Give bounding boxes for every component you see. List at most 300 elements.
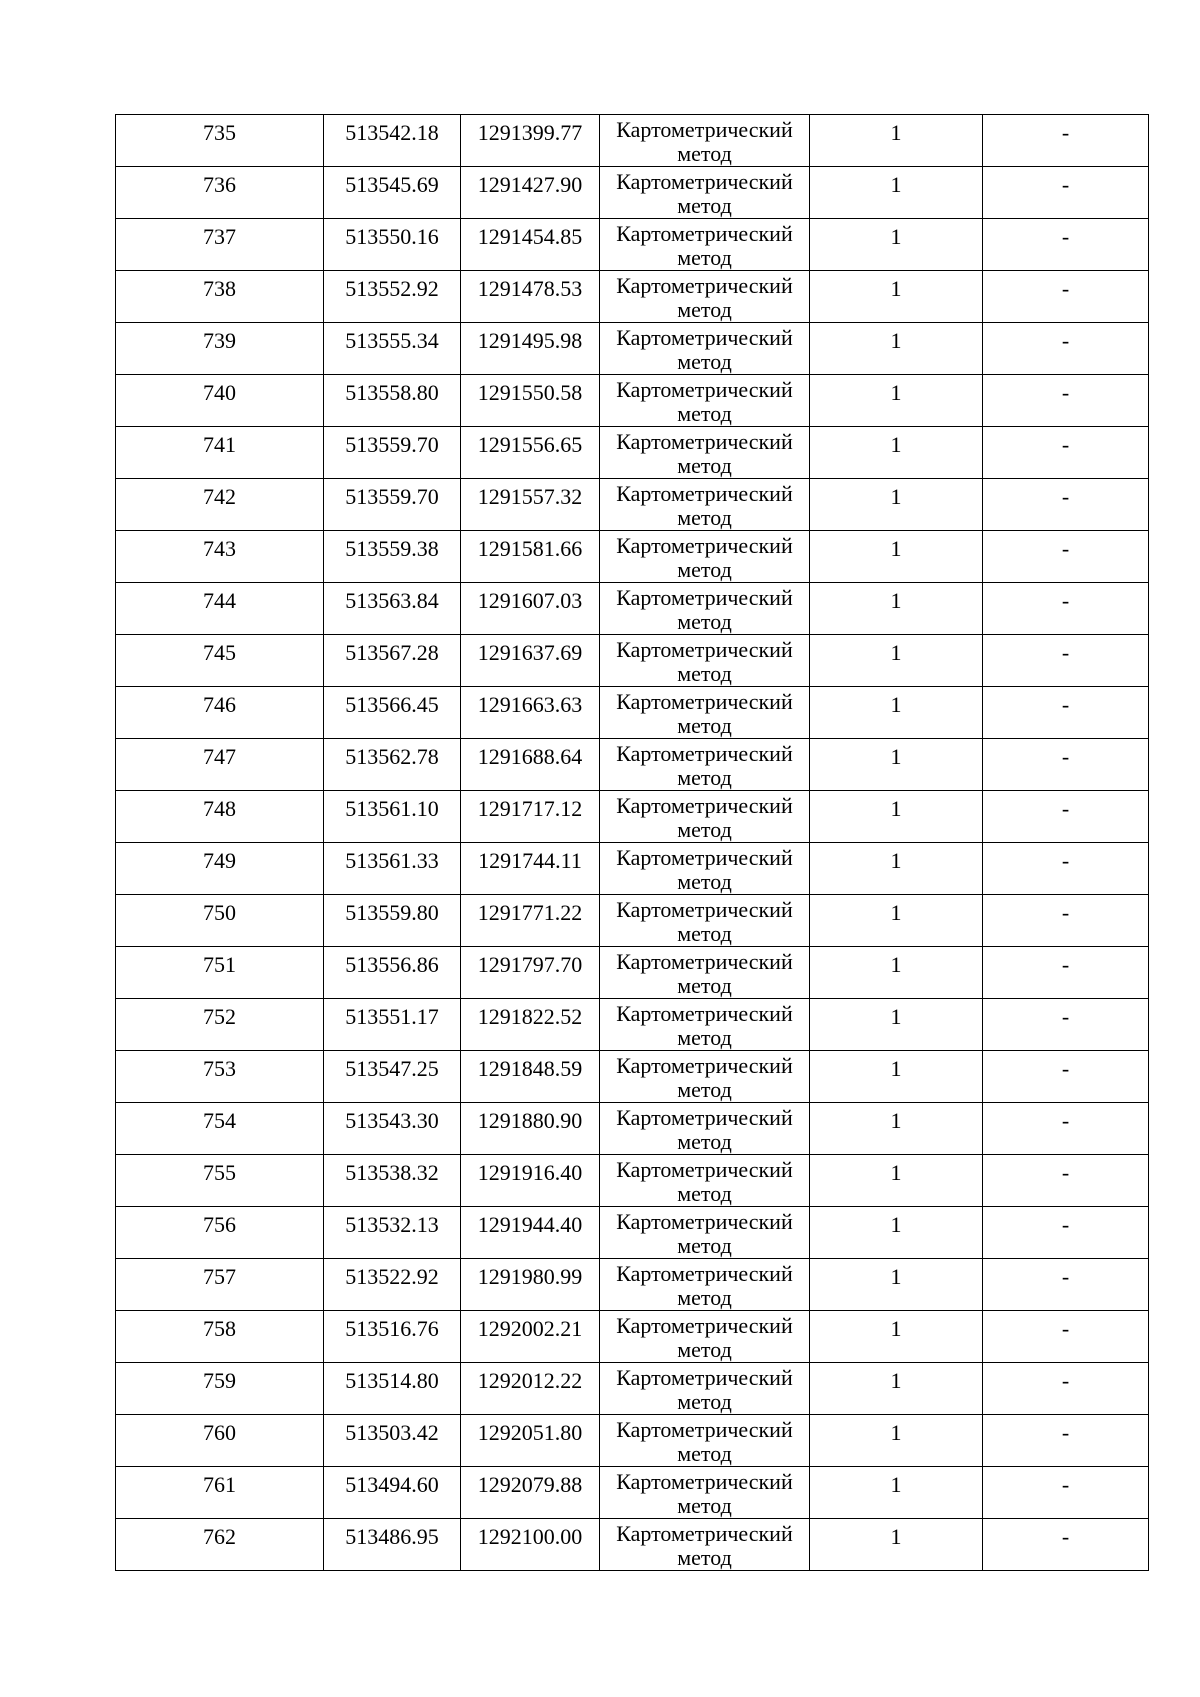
method-cell: [600, 687, 810, 739]
point-number-cell: [116, 687, 324, 739]
method-line-2: метод: [677, 193, 732, 218]
description-cell: [983, 635, 1149, 687]
point-number-cell: [116, 271, 324, 323]
description-text: -: [1061, 1472, 1070, 1497]
description-cell: [983, 1103, 1149, 1155]
accuracy-text: 1: [890, 1160, 902, 1185]
method-line-2: метод: [677, 1233, 732, 1258]
method-line-1: Картометрический: [616, 845, 793, 870]
y-coordinate-cell: [461, 895, 600, 947]
y-coordinate-text: 1291637.69: [477, 640, 583, 665]
y-coordinate-cell: [461, 1103, 600, 1155]
y-coordinate-cell: [461, 167, 600, 219]
y-coordinate-cell: [461, 1467, 600, 1519]
description-cell: [983, 479, 1149, 531]
y-coordinate-cell: [461, 1415, 600, 1467]
method-line-1: Картометрический: [616, 273, 793, 298]
table-row: [116, 1051, 1149, 1103]
method-line-1: Картометрический: [616, 1261, 793, 1286]
method-line-2: метод: [677, 713, 732, 738]
x-coordinate-text: 513494.60: [345, 1472, 439, 1497]
accuracy-cell: [810, 1467, 983, 1519]
method-line-2: метод: [677, 1337, 732, 1362]
description-cell: [983, 115, 1149, 167]
accuracy-cell: [810, 635, 983, 687]
accuracy-cell: [810, 1259, 983, 1311]
x-coordinate-cell: [324, 687, 461, 739]
method-line-1: Картометрический: [616, 1157, 793, 1182]
method-text: [600, 999, 809, 1050]
method-cell: [600, 791, 810, 843]
point-number-text: 748: [203, 796, 236, 821]
point-number-text: 760: [203, 1420, 236, 1445]
method-text: [600, 115, 809, 166]
table-row: [116, 531, 1149, 583]
accuracy-text: 1: [890, 692, 902, 717]
method-line-1: Картометрический: [616, 793, 793, 818]
description-cell: [983, 427, 1149, 479]
accuracy-text: 1: [890, 1004, 902, 1029]
point-number-cell: [116, 115, 324, 167]
description-text: -: [1061, 120, 1070, 145]
y-coordinate-text: 1291880.90: [477, 1108, 583, 1133]
y-coordinate-cell: [461, 219, 600, 271]
y-coordinate-cell: [461, 271, 600, 323]
table-row: [116, 479, 1149, 531]
description-cell: [983, 1311, 1149, 1363]
description-text: -: [1061, 276, 1070, 301]
description-cell: [983, 271, 1149, 323]
x-coordinate-text: 513542.18: [345, 120, 439, 145]
accuracy-cell: [810, 999, 983, 1051]
table-row: [116, 427, 1149, 479]
accuracy-cell: [810, 323, 983, 375]
y-coordinate-cell: [461, 1519, 600, 1571]
point-number-text: 751: [203, 952, 236, 977]
method-line-2: метод: [677, 453, 732, 478]
x-coordinate-text: 513558.80: [345, 380, 439, 405]
accuracy-cell: [810, 843, 983, 895]
accuracy-cell: [810, 427, 983, 479]
method-line-1: Картометрический: [616, 1053, 793, 1078]
method-line-1: Картометрический: [616, 429, 793, 454]
accuracy-cell: [810, 895, 983, 947]
x-coordinate-text: 513486.95: [345, 1524, 439, 1549]
x-coordinate-cell: [324, 1051, 461, 1103]
method-text: [600, 687, 809, 738]
method-line-2: метод: [677, 869, 732, 894]
method-line-2: метод: [677, 765, 732, 790]
description-text: -: [1061, 1316, 1070, 1341]
method-text: [600, 1259, 809, 1310]
description-text: -: [1061, 172, 1070, 197]
table-row: [116, 1155, 1149, 1207]
y-coordinate-text: 1291454.85: [477, 224, 583, 249]
description-cell: [983, 1207, 1149, 1259]
point-number-text: 762: [203, 1524, 236, 1549]
method-line-1: Картометрический: [616, 1105, 793, 1130]
method-cell: [600, 1363, 810, 1415]
y-coordinate-cell: [461, 583, 600, 635]
method-line-2: метод: [677, 401, 732, 426]
x-coordinate-text: 513522.92: [345, 1264, 439, 1289]
x-coordinate-text: 513567.28: [345, 640, 439, 665]
point-number-text: 761: [203, 1472, 236, 1497]
y-coordinate-text: 1292012.22: [477, 1368, 583, 1393]
accuracy-cell: [810, 479, 983, 531]
table-row: [116, 947, 1149, 999]
accuracy-text: 1: [890, 172, 902, 197]
point-number-text: 754: [203, 1108, 236, 1133]
description-text: -: [1061, 744, 1070, 769]
method-cell: [600, 947, 810, 999]
table-row: [116, 115, 1149, 167]
x-coordinate-text: 513556.86: [345, 952, 439, 977]
point-number-cell: [116, 999, 324, 1051]
accuracy-cell: [810, 687, 983, 739]
y-coordinate-text: 1291550.58: [477, 380, 583, 405]
y-coordinate-cell: [461, 323, 600, 375]
method-line-1: Картометрический: [616, 221, 793, 246]
method-line-1: Картометрический: [616, 637, 793, 662]
y-coordinate-cell: [461, 999, 600, 1051]
point-number-text: 743: [203, 536, 236, 561]
x-coordinate-cell: [324, 1363, 461, 1415]
x-coordinate-cell: [324, 1467, 461, 1519]
description-text: -: [1061, 536, 1070, 561]
accuracy-text: 1: [890, 380, 902, 405]
table-row: [116, 375, 1149, 427]
method-line-1: Картометрический: [616, 897, 793, 922]
method-text: [600, 895, 809, 946]
y-coordinate-cell: [461, 635, 600, 687]
point-number-text: 738: [203, 276, 236, 301]
point-number-text: 753: [203, 1056, 236, 1081]
x-coordinate-cell: [324, 843, 461, 895]
method-text: [600, 427, 809, 478]
method-line-1: Картометрический: [616, 117, 793, 142]
accuracy-cell: [810, 1311, 983, 1363]
point-number-cell: [116, 375, 324, 427]
table-row: [116, 791, 1149, 843]
point-number-text: 737: [203, 224, 236, 249]
table-row: [116, 1207, 1149, 1259]
x-coordinate-cell: [324, 167, 461, 219]
description-text: -: [1061, 1160, 1070, 1185]
method-line-1: Картометрический: [616, 1469, 793, 1494]
description-text: -: [1061, 432, 1070, 457]
accuracy-cell: [810, 167, 983, 219]
x-coordinate-cell: [324, 1519, 461, 1571]
y-coordinate-text: 1292079.88: [477, 1472, 583, 1497]
x-coordinate-cell: [324, 1155, 461, 1207]
table-row: [116, 271, 1149, 323]
description-text: -: [1061, 1056, 1070, 1081]
point-number-cell: [116, 1467, 324, 1519]
method-cell: [600, 1051, 810, 1103]
description-text: -: [1061, 1524, 1070, 1549]
method-cell: [600, 1519, 810, 1571]
table-row: [116, 1415, 1149, 1467]
table-row: [116, 1519, 1149, 1571]
y-coordinate-cell: [461, 1155, 600, 1207]
x-coordinate-text: 513559.70: [345, 432, 439, 457]
description-cell: [983, 375, 1149, 427]
accuracy-cell: [810, 271, 983, 323]
accuracy-cell: [810, 791, 983, 843]
point-number-cell: [116, 791, 324, 843]
point-number-cell: [116, 583, 324, 635]
accuracy-text: 1: [890, 588, 902, 613]
method-text: [600, 1155, 809, 1206]
method-line-2: метод: [677, 1025, 732, 1050]
point-number-cell: [116, 895, 324, 947]
y-coordinate-text: 1292051.80: [477, 1420, 583, 1445]
point-number-text: 739: [203, 328, 236, 353]
y-coordinate-text: 1291478.53: [477, 276, 583, 301]
x-coordinate-cell: [324, 739, 461, 791]
x-coordinate-cell: [324, 999, 461, 1051]
x-coordinate-cell: [324, 271, 461, 323]
description-cell: [983, 1519, 1149, 1571]
method-cell: [600, 219, 810, 271]
method-line-2: метод: [677, 1285, 732, 1310]
table-row: [116, 999, 1149, 1051]
point-number-cell: [116, 635, 324, 687]
point-number-cell: [116, 1155, 324, 1207]
method-line-1: Картометрический: [616, 169, 793, 194]
x-coordinate-cell: [324, 583, 461, 635]
accuracy-text: 1: [890, 120, 902, 145]
y-coordinate-text: 1291822.52: [477, 1004, 583, 1029]
method-text: [600, 791, 809, 842]
y-coordinate-text: 1291495.98: [477, 328, 583, 353]
description-cell: [983, 1155, 1149, 1207]
point-number-text: 742: [203, 484, 236, 509]
point-number-cell: [116, 219, 324, 271]
accuracy-cell: [810, 947, 983, 999]
point-number-cell: [116, 479, 324, 531]
y-coordinate-cell: [461, 687, 600, 739]
method-line-1: Картометрический: [616, 689, 793, 714]
method-text: [600, 635, 809, 686]
accuracy-cell: [810, 1103, 983, 1155]
description-cell: [983, 219, 1149, 271]
x-coordinate-text: 513559.80: [345, 900, 439, 925]
accuracy-cell: [810, 1415, 983, 1467]
description-cell: [983, 1363, 1149, 1415]
point-number-text: 749: [203, 848, 236, 873]
y-coordinate-text: 1291944.40: [477, 1212, 583, 1237]
method-text: [600, 1051, 809, 1102]
description-cell: [983, 739, 1149, 791]
accuracy-cell: [810, 1363, 983, 1415]
table-row: [116, 1103, 1149, 1155]
x-coordinate-cell: [324, 479, 461, 531]
method-text: [600, 739, 809, 790]
method-line-2: метод: [677, 1441, 732, 1466]
accuracy-text: 1: [890, 224, 902, 249]
accuracy-cell: [810, 1519, 983, 1571]
x-coordinate-text: 513551.17: [345, 1004, 439, 1029]
accuracy-text: 1: [890, 1212, 902, 1237]
point-number-cell: [116, 843, 324, 895]
point-number-text: 735: [203, 120, 236, 145]
description-text: -: [1061, 1264, 1070, 1289]
method-text: [600, 1519, 809, 1570]
accuracy-cell: [810, 115, 983, 167]
y-coordinate-text: 1292002.21: [477, 1316, 583, 1341]
x-coordinate-text: 513516.76: [345, 1316, 439, 1341]
y-coordinate-cell: [461, 115, 600, 167]
method-line-2: метод: [677, 1545, 732, 1570]
method-text: [600, 1311, 809, 1362]
method-cell: [600, 1155, 810, 1207]
table-row: [116, 1363, 1149, 1415]
method-line-2: метод: [677, 609, 732, 634]
description-text: -: [1061, 1212, 1070, 1237]
method-cell: [600, 271, 810, 323]
x-coordinate-cell: [324, 947, 461, 999]
accuracy-text: 1: [890, 1524, 902, 1549]
point-number-text: 756: [203, 1212, 236, 1237]
description-text: -: [1061, 588, 1070, 613]
point-number-text: 736: [203, 172, 236, 197]
description-cell: [983, 687, 1149, 739]
accuracy-cell: [810, 375, 983, 427]
y-coordinate-cell: [461, 1259, 600, 1311]
point-number-cell: [116, 1259, 324, 1311]
table-row: [116, 219, 1149, 271]
method-line-2: метод: [677, 245, 732, 270]
method-cell: [600, 375, 810, 427]
point-number-cell: [116, 1311, 324, 1363]
description-text: -: [1061, 640, 1070, 665]
point-number-text: 741: [203, 432, 236, 457]
method-text: [600, 271, 809, 322]
y-coordinate-cell: [461, 375, 600, 427]
point-number-cell: [116, 427, 324, 479]
x-coordinate-cell: [324, 1259, 461, 1311]
method-cell: [600, 167, 810, 219]
method-line-2: метод: [677, 1181, 732, 1206]
point-number-text: 740: [203, 380, 236, 405]
point-number-cell: [116, 1363, 324, 1415]
x-coordinate-cell: [324, 791, 461, 843]
table-row: [116, 1467, 1149, 1519]
x-coordinate-cell: [324, 219, 461, 271]
y-coordinate-text: 1291797.70: [477, 952, 583, 977]
x-coordinate-text: 513561.33: [345, 848, 439, 873]
table-row: [116, 1311, 1149, 1363]
method-line-2: метод: [677, 505, 732, 530]
method-text: [600, 167, 809, 218]
y-coordinate-cell: [461, 843, 600, 895]
method-text: [600, 1467, 809, 1518]
accuracy-cell: [810, 531, 983, 583]
y-coordinate-text: 1291771.22: [477, 900, 583, 925]
accuracy-text: 1: [890, 1108, 902, 1133]
coordinates-table: [115, 114, 1149, 1571]
x-coordinate-text: 513562.78: [345, 744, 439, 769]
accuracy-text: 1: [890, 744, 902, 769]
method-cell: [600, 531, 810, 583]
method-cell: [600, 583, 810, 635]
method-text: [600, 843, 809, 894]
method-text: [600, 323, 809, 374]
y-coordinate-text: 1291556.65: [477, 432, 583, 457]
description-text: -: [1061, 900, 1070, 925]
method-line-1: Картометрический: [616, 481, 793, 506]
table-row: [116, 167, 1149, 219]
description-cell: [983, 843, 1149, 895]
x-coordinate-text: 513538.32: [345, 1160, 439, 1185]
method-cell: [600, 1207, 810, 1259]
x-coordinate-text: 513563.84: [345, 588, 439, 613]
y-coordinate-cell: [461, 479, 600, 531]
x-coordinate-text: 513559.70: [345, 484, 439, 509]
point-number-text: 746: [203, 692, 236, 717]
description-text: -: [1061, 1420, 1070, 1445]
method-cell: [600, 479, 810, 531]
table-row: [116, 843, 1149, 895]
method-text: [600, 375, 809, 426]
method-text: [600, 1103, 809, 1154]
y-coordinate-text: 1291744.11: [478, 848, 582, 873]
point-number-text: 759: [203, 1368, 236, 1393]
method-line-1: Картометрический: [616, 1313, 793, 1338]
description-text: -: [1061, 328, 1070, 353]
y-coordinate-cell: [461, 1363, 600, 1415]
accuracy-text: 1: [890, 1264, 902, 1289]
y-coordinate-cell: [461, 739, 600, 791]
accuracy-text: 1: [890, 952, 902, 977]
description-cell: [983, 999, 1149, 1051]
x-coordinate-cell: [324, 531, 461, 583]
point-number-cell: [116, 1415, 324, 1467]
method-cell: [600, 1467, 810, 1519]
description-text: -: [1061, 1368, 1070, 1393]
method-line-2: метод: [677, 817, 732, 842]
coordinates-table-body: [116, 115, 1149, 1571]
method-text: [600, 1363, 809, 1414]
method-line-2: метод: [677, 297, 732, 322]
description-cell: [983, 1259, 1149, 1311]
accuracy-text: 1: [890, 1472, 902, 1497]
y-coordinate-text: 1292100.00: [477, 1524, 583, 1549]
x-coordinate-cell: [324, 1207, 461, 1259]
y-coordinate-text: 1291399.77: [477, 120, 583, 145]
accuracy-text: 1: [890, 484, 902, 509]
x-coordinate-cell: [324, 427, 461, 479]
point-number-text: 757: [203, 1264, 236, 1289]
method-line-1: Картометрический: [616, 533, 793, 558]
point-number-cell: [116, 1103, 324, 1155]
y-coordinate-text: 1291581.66: [477, 536, 583, 561]
method-line-1: Картометрический: [616, 585, 793, 610]
description-cell: [983, 531, 1149, 583]
method-cell: [600, 115, 810, 167]
x-coordinate-text: 513559.38: [345, 536, 439, 561]
method-line-2: метод: [677, 349, 732, 374]
point-number-cell: [116, 323, 324, 375]
point-number-text: 752: [203, 1004, 236, 1029]
x-coordinate-text: 513514.80: [345, 1368, 439, 1393]
y-coordinate-text: 1291607.03: [477, 588, 583, 613]
y-coordinate-text: 1291980.99: [477, 1264, 583, 1289]
accuracy-text: 1: [890, 536, 902, 561]
point-number-cell: [116, 947, 324, 999]
